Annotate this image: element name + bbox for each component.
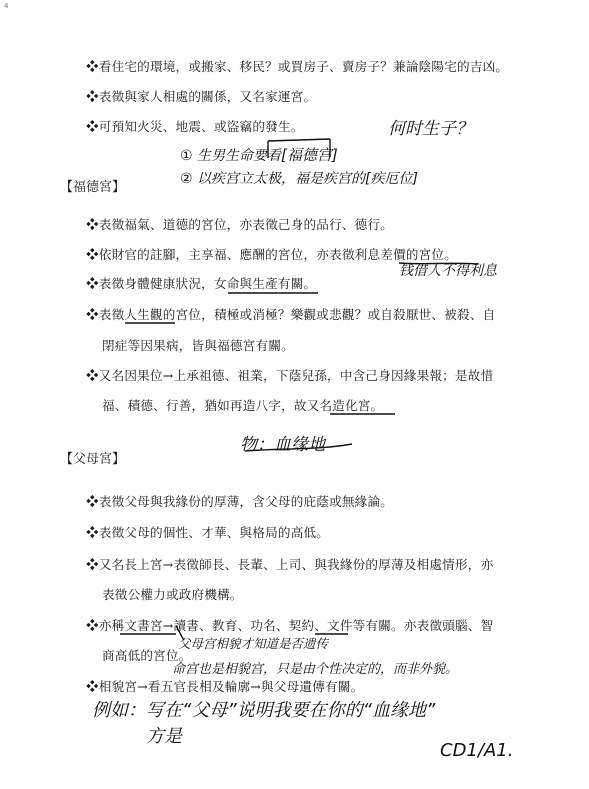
list-item: ❖看住宅的環境，或搬家、移民？或買房子、賣房子？兼論陰陽宅的吉凶。 <box>86 59 509 74</box>
handwritten-question: 何时生子？ <box>388 119 473 139</box>
list-item: ❖依財官的註腳，主享福、應酬的宮位，亦表徵利息差價的宮位。 <box>86 247 458 262</box>
list-item: ❖表徵福氣、道德的宮位，亦表徵己身的品行、德行。 <box>86 217 394 232</box>
list-item: ❖相貌宮→看五官長相及輪廓→與父母遺傳有關。 <box>86 679 364 694</box>
list-item: ❖表徵父母的個性、才華、與格局的高低。 <box>86 525 330 540</box>
list-item: ❖亦稱文書宮→讀書、教育、功名、契約、文件等有關。亦表徵頭腦、智 <box>86 618 494 633</box>
page-number: 4 <box>4 2 9 10</box>
handwritten-note-money: 钱借人不得利息 <box>399 263 497 279</box>
handwritten-note-4: 命宫也是相貌宫，只是由个性决定的，而非外貌。 <box>172 662 459 677</box>
list-item: ❖表徵人生觀的宮位，積極或消極？樂觀或悲觀？或自殺厭世、被殺、自 <box>86 307 496 322</box>
handwritten-note-1: ① 生男生命要看[福德宫] <box>180 146 338 164</box>
handwritten-note-6: 方是 <box>146 726 182 747</box>
handwritten-note-2: ② 以疾宫立太极，福是疾宫的[疾厄位] <box>180 171 418 187</box>
list-item-continuation: 閉症等因果病，皆與福德宮有關。 <box>102 338 294 353</box>
list-item-continuation: 商高低的宮位。 <box>102 648 192 663</box>
list-item: ❖又名長上宮→表徵師長、長輩、上司、與我緣份的厚薄及相處情形，亦 <box>86 557 494 572</box>
list-item: ❖表徵與家人相處的關係，又名家運宮。 <box>86 89 317 104</box>
list-item-continuation: 表徵公權力或政府機構。 <box>102 587 243 602</box>
section-title-fumu: 【父母宮】 <box>60 452 126 467</box>
signature: CD1/A1. <box>440 740 514 761</box>
section-title-fude: 【福德宮】 <box>60 180 126 195</box>
handwritten-note-blood: 物：血缘地 <box>240 435 325 455</box>
list-item: ❖表徵父母與我緣份的厚薄，含父母的庇蔭或無緣論。 <box>86 494 394 509</box>
list-item-continuation: 福、積德、行善，猶如再造八字，故又名造化宮。 <box>102 398 384 413</box>
handwritten-note-5: 例如：写在“父母”说明我要在你的“血缘地” <box>92 700 436 721</box>
list-item: ❖表徵身體健康狀況，女命與生產有關。 <box>86 276 317 291</box>
list-item: ❖可預知火災、地震、或盜竊的發生。 <box>86 119 304 134</box>
list-item: ❖又名因果位→上承祖德、祖業，下蔭兒孫，中含己身因緣果報；是故惜 <box>86 368 494 383</box>
handwritten-note-3: 父母宫相貌才知道是否遗传 <box>178 636 329 651</box>
